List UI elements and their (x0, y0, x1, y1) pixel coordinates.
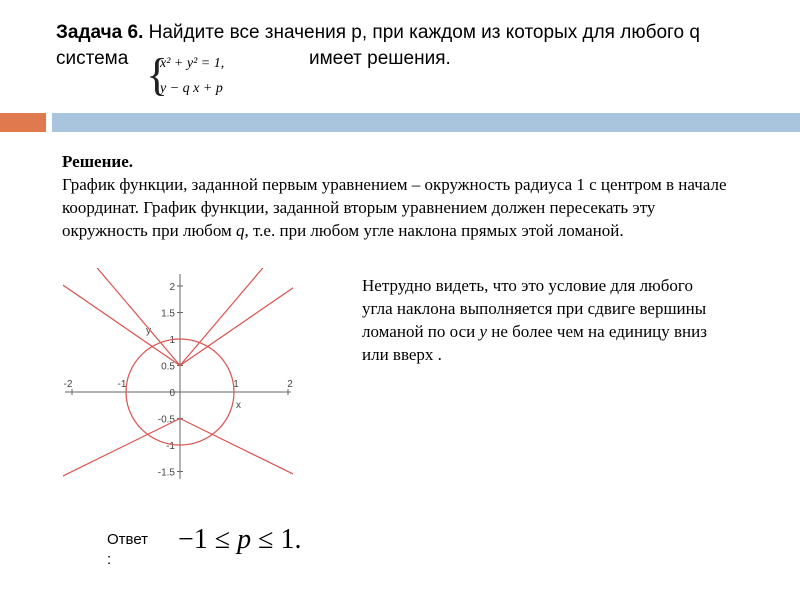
brace-icon: { (146, 49, 169, 100)
graph (63, 268, 293, 483)
answer-math (178, 524, 302, 556)
line-upper-flat (63, 284, 293, 366)
x-axis-label: x (236, 400, 241, 411)
solution-heading: Решение. (62, 152, 133, 171)
y-tick-label: 0.5 (161, 361, 175, 373)
y-tick-label: -0.5 (157, 414, 175, 426)
task-label: Задача 6. (56, 22, 144, 43)
x-tick-label: 2 (287, 379, 293, 390)
solution-block (62, 150, 732, 242)
equation-1: x² + y² = 1, (160, 56, 225, 71)
y-axis-label: y (146, 325, 151, 337)
solution-text-1: График функции, заданной первым уравнением – окружность радиуса 1 с центром в начале координат. График функции, заданной вторым уравнением должен пересекать эту окружность при любом (62, 175, 727, 240)
y-tick-label: -1.5 (157, 467, 175, 479)
accent-bar-blue (52, 113, 800, 132)
accent-bar-orange (0, 113, 46, 132)
y-tick-label: -1 (166, 441, 175, 452)
system-label: система (56, 48, 129, 69)
y-tick-label: 0 (169, 388, 175, 399)
note-text-1: Нетрудно видеть, что это условие для любого угла наклона выполняется при сдвиге вершины ломаной по оси (362, 276, 707, 341)
series-upper-flat (63, 284, 293, 366)
answer-right: ≤ 1. (251, 524, 302, 555)
x-tick-label: -1 (117, 379, 127, 390)
y-tick-label: 1 (169, 335, 175, 346)
task-text: Найдите все значения p, при каждом из которых для любого q (148, 22, 700, 43)
solution-text (62, 173, 732, 242)
answer-left: −1 ≤ (178, 524, 238, 555)
answer-colon: : (107, 551, 112, 568)
note-text-2: не более чем на единицу вниз или вверх . (362, 322, 707, 364)
line-lower-flat (63, 419, 293, 477)
x-tick-label: -2 (63, 379, 73, 390)
system-tail: имеет решения. (309, 48, 451, 69)
answer-label-block (107, 530, 167, 570)
note-block (362, 274, 712, 366)
series-upper-steep (63, 268, 293, 366)
answer-p: p (237, 524, 252, 555)
task-title (56, 20, 776, 46)
y-tick-label: 1.5 (161, 308, 175, 320)
solution-text-2: , т.е. при любом угле наклона прямых этой ломаной. (244, 221, 624, 240)
answer-label: Ответ (107, 531, 149, 548)
y-tick-label: 2 (169, 282, 175, 293)
note-y: y (479, 322, 488, 341)
equation-system (146, 49, 258, 104)
line-upper-steep (63, 268, 293, 366)
solution-q: q (236, 221, 245, 240)
equation-2: y − q x + p (160, 81, 223, 96)
x-tick-label: 1 (233, 379, 239, 390)
series-lower-flat (63, 419, 293, 477)
